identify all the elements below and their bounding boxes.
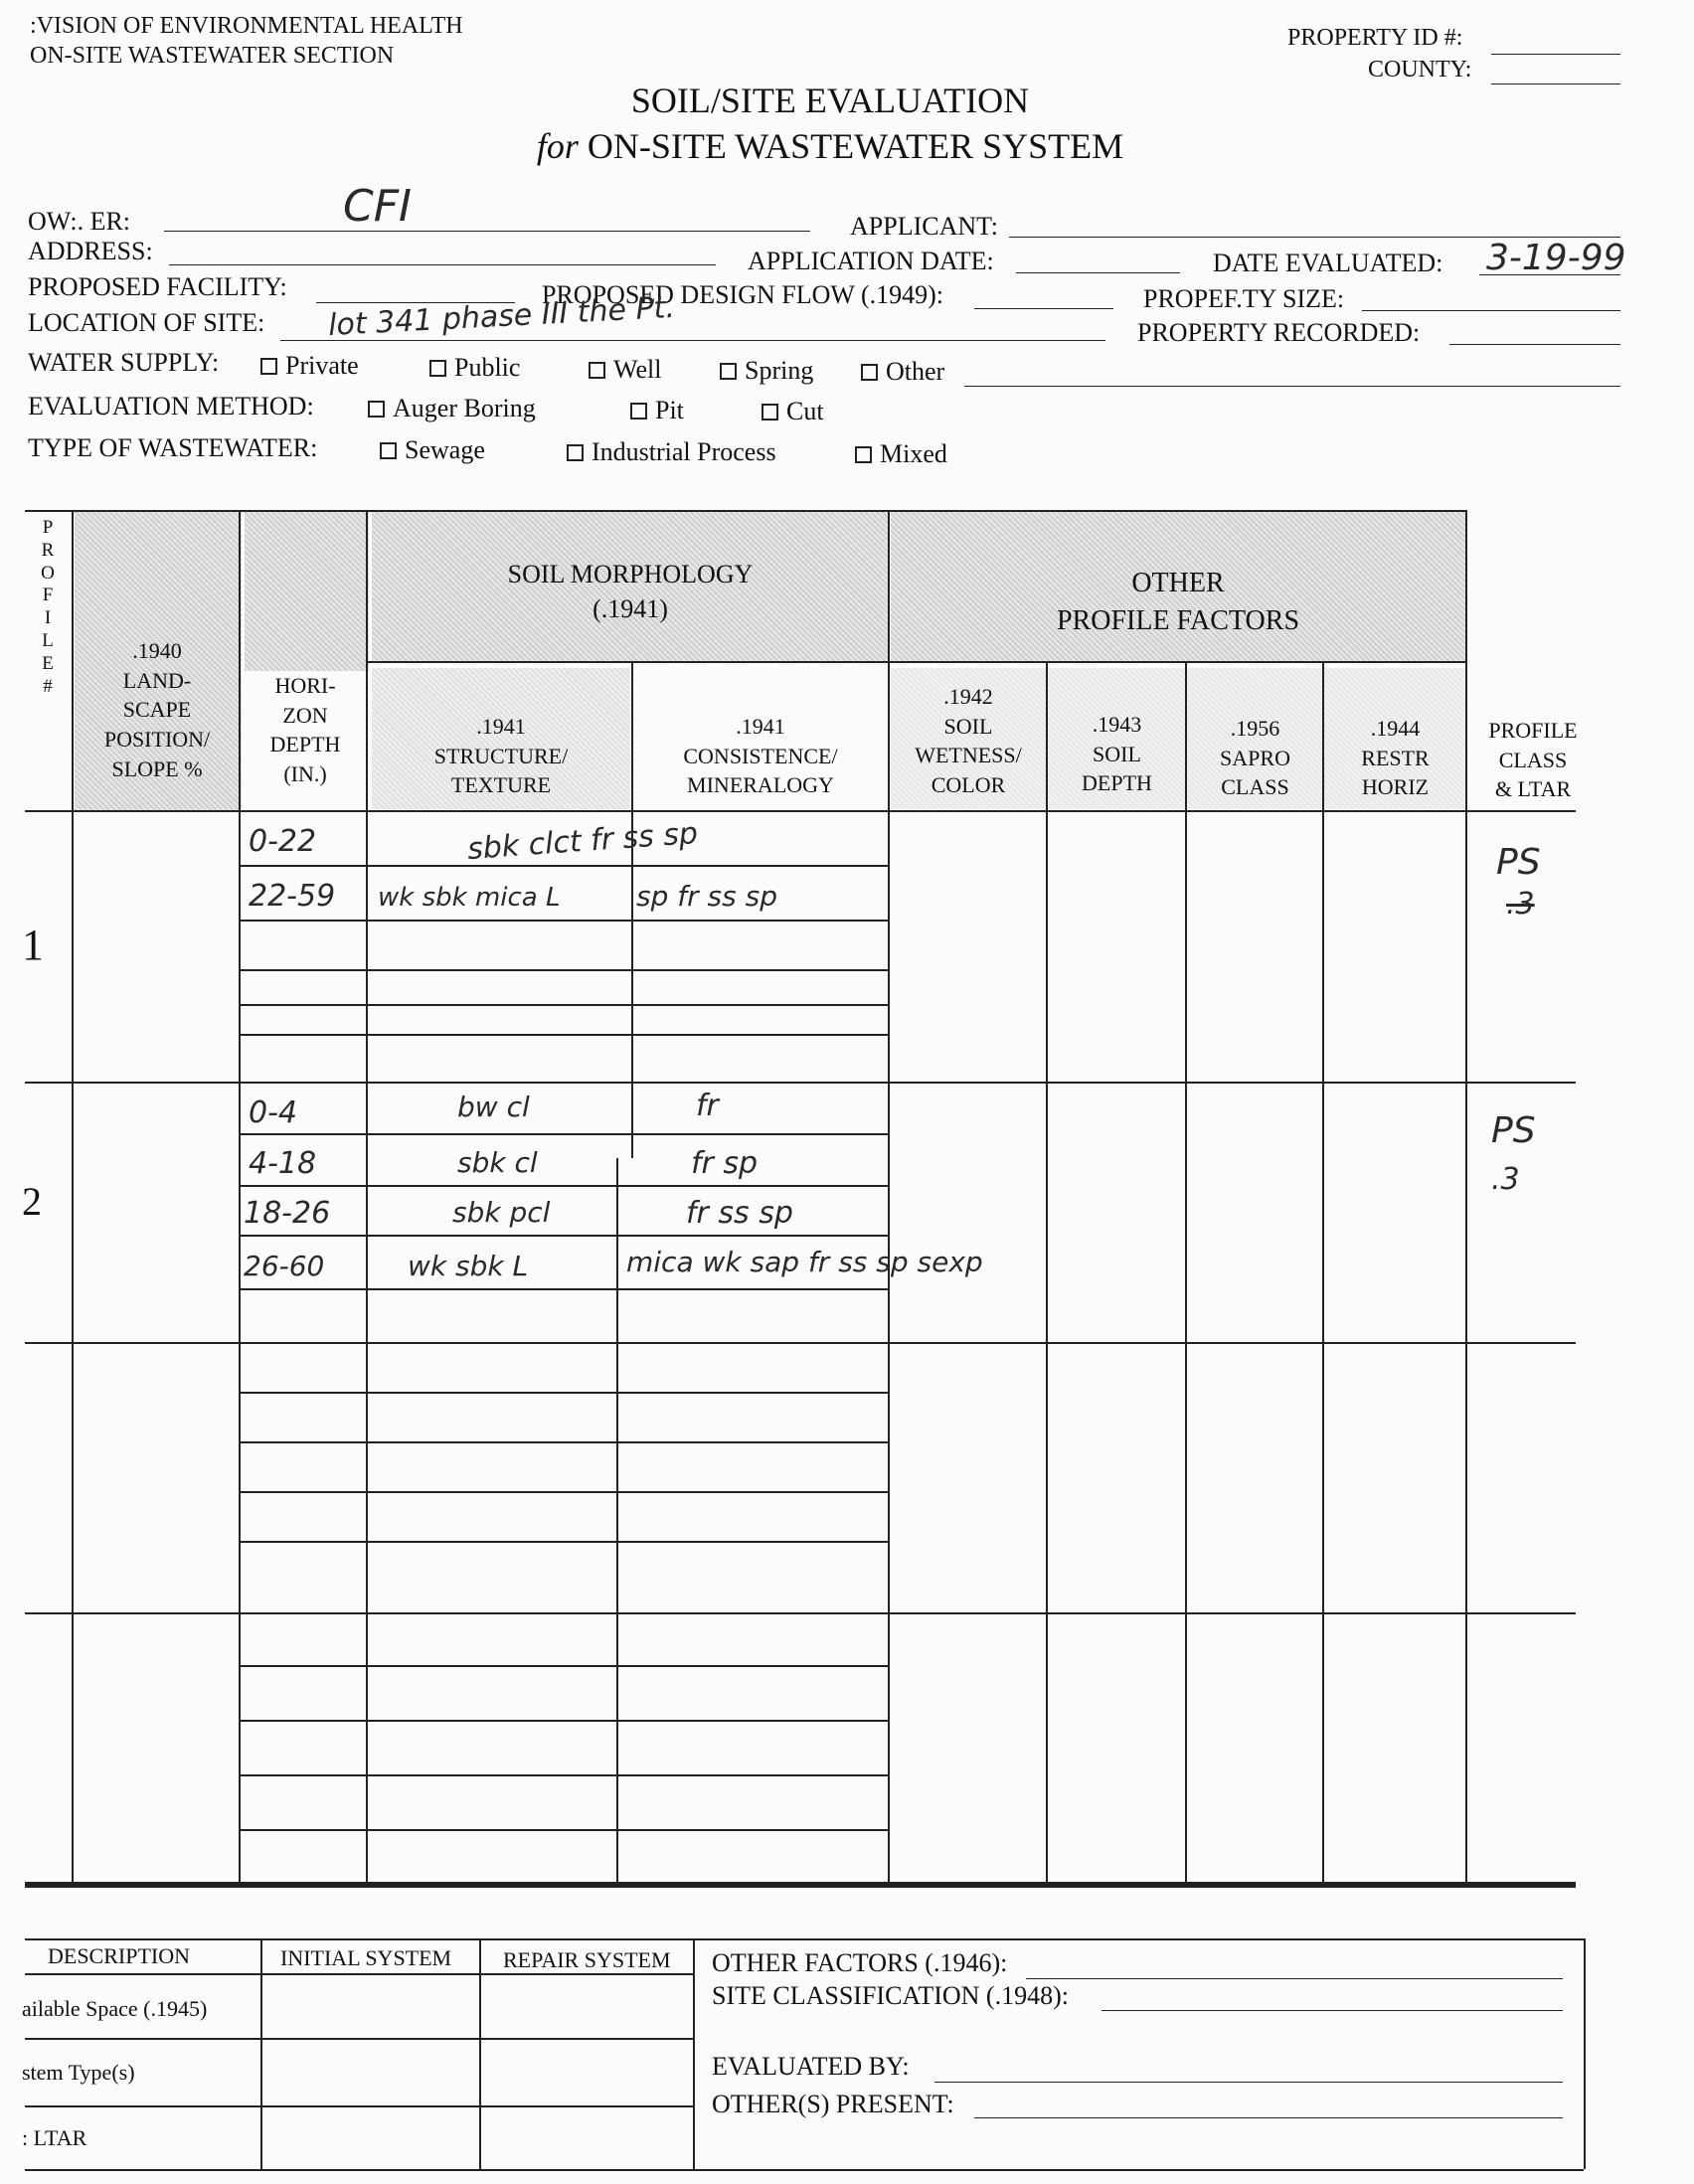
spring-checkbox[interactable] bbox=[720, 363, 737, 380]
industrial-option[interactable] bbox=[567, 439, 776, 465]
evaluated-by-line[interactable] bbox=[934, 2082, 1563, 2083]
p1-row-line-4 bbox=[239, 1004, 890, 1006]
available-space-row: ailable Space (.1945) bbox=[22, 1996, 208, 2021]
p4-row-line-1 bbox=[239, 1665, 890, 1667]
property-recorded-line[interactable] bbox=[1449, 344, 1620, 345]
cut-checkbox[interactable] bbox=[762, 404, 778, 420]
p2-consistence-1: fr bbox=[696, 1089, 719, 1123]
water-well-option[interactable] bbox=[589, 357, 661, 383]
p2-row-line-4 bbox=[239, 1288, 890, 1290]
sapro-header: .1956 SAPRO CLASS bbox=[1220, 716, 1290, 800]
other-checkbox[interactable] bbox=[861, 364, 878, 381]
consistence-col-line bbox=[888, 510, 890, 1882]
p1-class: PS bbox=[1496, 842, 1541, 883]
proposed-facility-label: PROPOSED FACILITY: bbox=[28, 272, 287, 301]
landscape-col-line bbox=[239, 510, 241, 1882]
water-private-option[interactable] bbox=[260, 353, 359, 379]
p1-structure-2: wk sbk mica L bbox=[378, 883, 561, 913]
p2-depth-2: 4-18 bbox=[249, 1146, 317, 1181]
p3-row-line-1 bbox=[239, 1392, 890, 1394]
pit-checkbox[interactable] bbox=[630, 403, 647, 420]
well-text: Well bbox=[613, 355, 662, 384]
soil-morph-header: SOIL MORPHOLOGY (.1941) bbox=[507, 560, 754, 624]
others-present-line[interactable] bbox=[974, 2117, 1563, 2118]
auger-boring-option[interactable] bbox=[368, 396, 536, 421]
p2-structure-3: sbk pcl bbox=[452, 1196, 551, 1229]
p2-structure-2: sbk cl bbox=[457, 1146, 538, 1179]
depth-col-line bbox=[1185, 661, 1187, 1882]
address-label: ADDRESS: bbox=[28, 237, 153, 265]
table-bottom-line bbox=[25, 1882, 1576, 1888]
ltar-row: : LTAR bbox=[22, 2125, 87, 2150]
p2-structure-4: wk sbk L bbox=[408, 1250, 529, 1282]
subheader-line bbox=[368, 661, 1466, 663]
location-value: lot 341 phase III the Pt. bbox=[327, 289, 676, 344]
repair-system-header: REPAIR SYSTEM bbox=[503, 1947, 671, 1972]
location-line[interactable] bbox=[280, 340, 1105, 341]
consistence-header: .1941 CONSISTENCE/ MINERALOGY bbox=[683, 714, 838, 798]
profile-header: P R O F I L E # bbox=[41, 517, 55, 697]
structure-header: .1941 STRUCTURE/ TEXTURE bbox=[433, 714, 569, 798]
auger-text: Auger Boring bbox=[393, 394, 536, 422]
footer-col-line-2 bbox=[479, 1938, 481, 2169]
p3-row-line-4 bbox=[239, 1541, 890, 1543]
wetness-col-line bbox=[1046, 661, 1048, 1882]
soil-depth-header: .1943 SOIL DEPTH bbox=[1082, 712, 1152, 796]
property-recorded-label: PROPERTY RECORDED: bbox=[1137, 318, 1421, 347]
landscape-header: .1940 LAND- SCAPE POSITION/ SLOPE % bbox=[103, 638, 211, 781]
cut-option[interactable] bbox=[762, 399, 824, 424]
mixed-checkbox[interactable] bbox=[855, 446, 872, 463]
spring-text: Spring bbox=[745, 356, 814, 385]
application-date-line[interactable] bbox=[1016, 272, 1180, 273]
profile1-number: 1 bbox=[22, 921, 44, 969]
evaluated-by-label: EVALUATED BY: bbox=[712, 2052, 910, 2081]
mixed-text: Mixed bbox=[880, 439, 947, 468]
p1-consistence-2: sp fr ss sp bbox=[636, 880, 777, 913]
p2-structure-1: bw cl bbox=[457, 1091, 530, 1123]
industrial-checkbox[interactable] bbox=[567, 444, 584, 461]
owner-label: OW:. ER: bbox=[28, 207, 131, 236]
county-label: COUNTY: bbox=[1368, 57, 1472, 83]
profile3-bottom-line bbox=[25, 1612, 1576, 1614]
division-name: :VISION OF ENVIRONMENTAL HEALTH bbox=[30, 13, 463, 39]
p4-row-line-4 bbox=[239, 1829, 890, 1831]
form-title: SOIL/SITE EVALUATION bbox=[630, 81, 1030, 120]
p1-row-line-1 bbox=[239, 865, 890, 867]
other-factors-line[interactable] bbox=[1026, 1978, 1563, 1979]
profile-class-header: PROFILE CLASS & LTAR bbox=[1488, 718, 1578, 802]
p2-depth-3: 18-26 bbox=[244, 1196, 331, 1231]
evaluation-method-label: EVALUATION METHOD: bbox=[28, 392, 314, 420]
form-subtitle bbox=[0, 125, 1660, 167]
industrial-text: Industrial Process bbox=[592, 437, 776, 466]
p1-row-line-2 bbox=[239, 920, 890, 922]
p1-depth-1: 0-22 bbox=[249, 824, 317, 859]
p2-row-line-1 bbox=[239, 1133, 890, 1135]
p4-row-line-2 bbox=[239, 1720, 890, 1722]
date-evaluated-label: DATE EVALUATED: bbox=[1213, 249, 1443, 277]
system-type-row: stem Type(s) bbox=[22, 2060, 135, 2085]
p1-depth-2: 22-59 bbox=[249, 879, 336, 914]
p2-depth-4: 26-60 bbox=[244, 1250, 325, 1282]
profile2-number: 2 bbox=[22, 1179, 42, 1224]
profile-col-line bbox=[72, 510, 74, 1882]
private-checkbox[interactable] bbox=[260, 358, 277, 375]
sewage-text: Sewage bbox=[405, 435, 485, 464]
water-other-line[interactable] bbox=[964, 386, 1620, 387]
p4-row-line-3 bbox=[239, 1774, 890, 1776]
site-class-label: SITE CLASSIFICATION (.1948): bbox=[712, 1981, 1069, 2010]
restr-header: .1944 RESTR HORIZ bbox=[1361, 716, 1430, 800]
well-checkbox[interactable] bbox=[589, 362, 605, 379]
footer-top-line bbox=[25, 1938, 1584, 1940]
mixed-option[interactable] bbox=[855, 441, 947, 467]
owner-line[interactable] bbox=[164, 231, 810, 232]
p2-row-line-2 bbox=[239, 1185, 890, 1187]
footer-header-line bbox=[25, 1973, 693, 1975]
site-class-line[interactable] bbox=[1101, 2010, 1563, 2011]
water-supply-label: WATER SUPPLY: bbox=[28, 348, 220, 377]
footer-row-line-1 bbox=[25, 2038, 693, 2040]
water-other-option[interactable] bbox=[861, 359, 944, 385]
description-header: DESCRIPTION bbox=[48, 1943, 191, 1968]
other-factors-header: OTHER PROFILE FACTORS bbox=[1056, 568, 1300, 636]
other-factors-label: OTHER FACTORS (.1946): bbox=[712, 1948, 1008, 1977]
header-bottom-line bbox=[25, 810, 1576, 812]
design-flow-line[interactable] bbox=[974, 308, 1113, 309]
public-text: Public bbox=[454, 353, 521, 382]
p1-row-line-3 bbox=[239, 969, 890, 971]
private-text: Private bbox=[285, 351, 359, 380]
profile1-bottom-line bbox=[25, 1082, 1576, 1084]
applicant-label: APPLICANT: bbox=[850, 212, 998, 241]
structure-col-line-lower bbox=[616, 1158, 618, 1882]
others-present-label: OTHER(S) PRESENT: bbox=[712, 2090, 954, 2118]
location-label: LOCATION OF SITE: bbox=[28, 308, 265, 337]
wetness-header: .1942 SOIL WETNESS/ COLOR bbox=[915, 684, 1022, 798]
table-top-line bbox=[25, 510, 1466, 512]
sewage-checkbox[interactable] bbox=[380, 442, 397, 459]
other-text: Other bbox=[886, 357, 945, 386]
p2-class: PS bbox=[1491, 1110, 1536, 1151]
structure-col-line bbox=[631, 661, 633, 1158]
horizon-header-shade bbox=[245, 512, 369, 671]
wastewater-type-label: TYPE OF WASTEWATER: bbox=[28, 433, 318, 462]
p2-consistence-4: mica wk sap fr ss sp sexp bbox=[626, 1246, 983, 1278]
initial-system-header: INITIAL SYSTEM bbox=[280, 1945, 452, 1970]
property-size-label: PROPEF.TY SIZE: bbox=[1143, 284, 1345, 313]
pit-text: Pit bbox=[655, 396, 684, 424]
p1-ltar: .3 bbox=[1506, 887, 1535, 922]
date-evaluated-value: 3-19-99 bbox=[1486, 238, 1626, 278]
horizon-header: HORI- ZON DEPTH (IN.) bbox=[269, 673, 341, 787]
property-id-line[interactable] bbox=[1491, 54, 1620, 55]
address-line[interactable] bbox=[169, 264, 716, 265]
restr-col-line bbox=[1465, 510, 1467, 1882]
application-date-label: APPLICATION DATE: bbox=[748, 247, 994, 275]
p2-consistence-3: fr ss sp bbox=[686, 1196, 793, 1231]
footer-bottom-line bbox=[25, 2169, 1584, 2171]
p1-structure-1: sbk clct fr ss sp bbox=[466, 815, 700, 868]
public-checkbox[interactable] bbox=[429, 360, 446, 377]
footer-col-line-3 bbox=[693, 1938, 695, 2169]
footer-col-line-1 bbox=[260, 1938, 262, 2169]
section-name: ON-SITE WASTEWATER SECTION bbox=[30, 43, 395, 69]
p2-ltar: .3 bbox=[1491, 1162, 1520, 1197]
pit-option[interactable] bbox=[630, 398, 684, 423]
profile2-bottom-line bbox=[25, 1342, 1576, 1344]
subtitle-main: ON-SITE WASTEWATER SYSTEM bbox=[587, 126, 1124, 166]
property-size-line[interactable] bbox=[1362, 310, 1620, 311]
owner-value: CFI bbox=[343, 181, 413, 232]
p3-row-line-2 bbox=[239, 1441, 890, 1443]
sapro-col-line bbox=[1322, 661, 1324, 1882]
cut-text: Cut bbox=[786, 397, 824, 425]
p2-row-line-3 bbox=[239, 1235, 890, 1237]
auger-checkbox[interactable] bbox=[368, 401, 385, 418]
p1-row-line-5 bbox=[239, 1034, 890, 1036]
footer-right-line bbox=[1584, 1938, 1586, 2169]
water-spring-option[interactable] bbox=[720, 358, 813, 384]
subtitle-for: for bbox=[536, 126, 579, 166]
design-flow-label: PROPOSED DESIGN FLOW (.1949): bbox=[542, 280, 943, 309]
horizon-col-line bbox=[366, 510, 368, 1882]
p2-depth-1: 0-4 bbox=[249, 1095, 297, 1130]
property-id-label: PROPERTY ID #: bbox=[1287, 25, 1463, 51]
p2-consistence-2: fr sp bbox=[691, 1146, 759, 1181]
footer-row-line-2 bbox=[25, 2105, 693, 2107]
sewage-option[interactable] bbox=[380, 437, 485, 463]
water-public-option[interactable] bbox=[429, 355, 520, 381]
p3-row-line-3 bbox=[239, 1491, 890, 1493]
